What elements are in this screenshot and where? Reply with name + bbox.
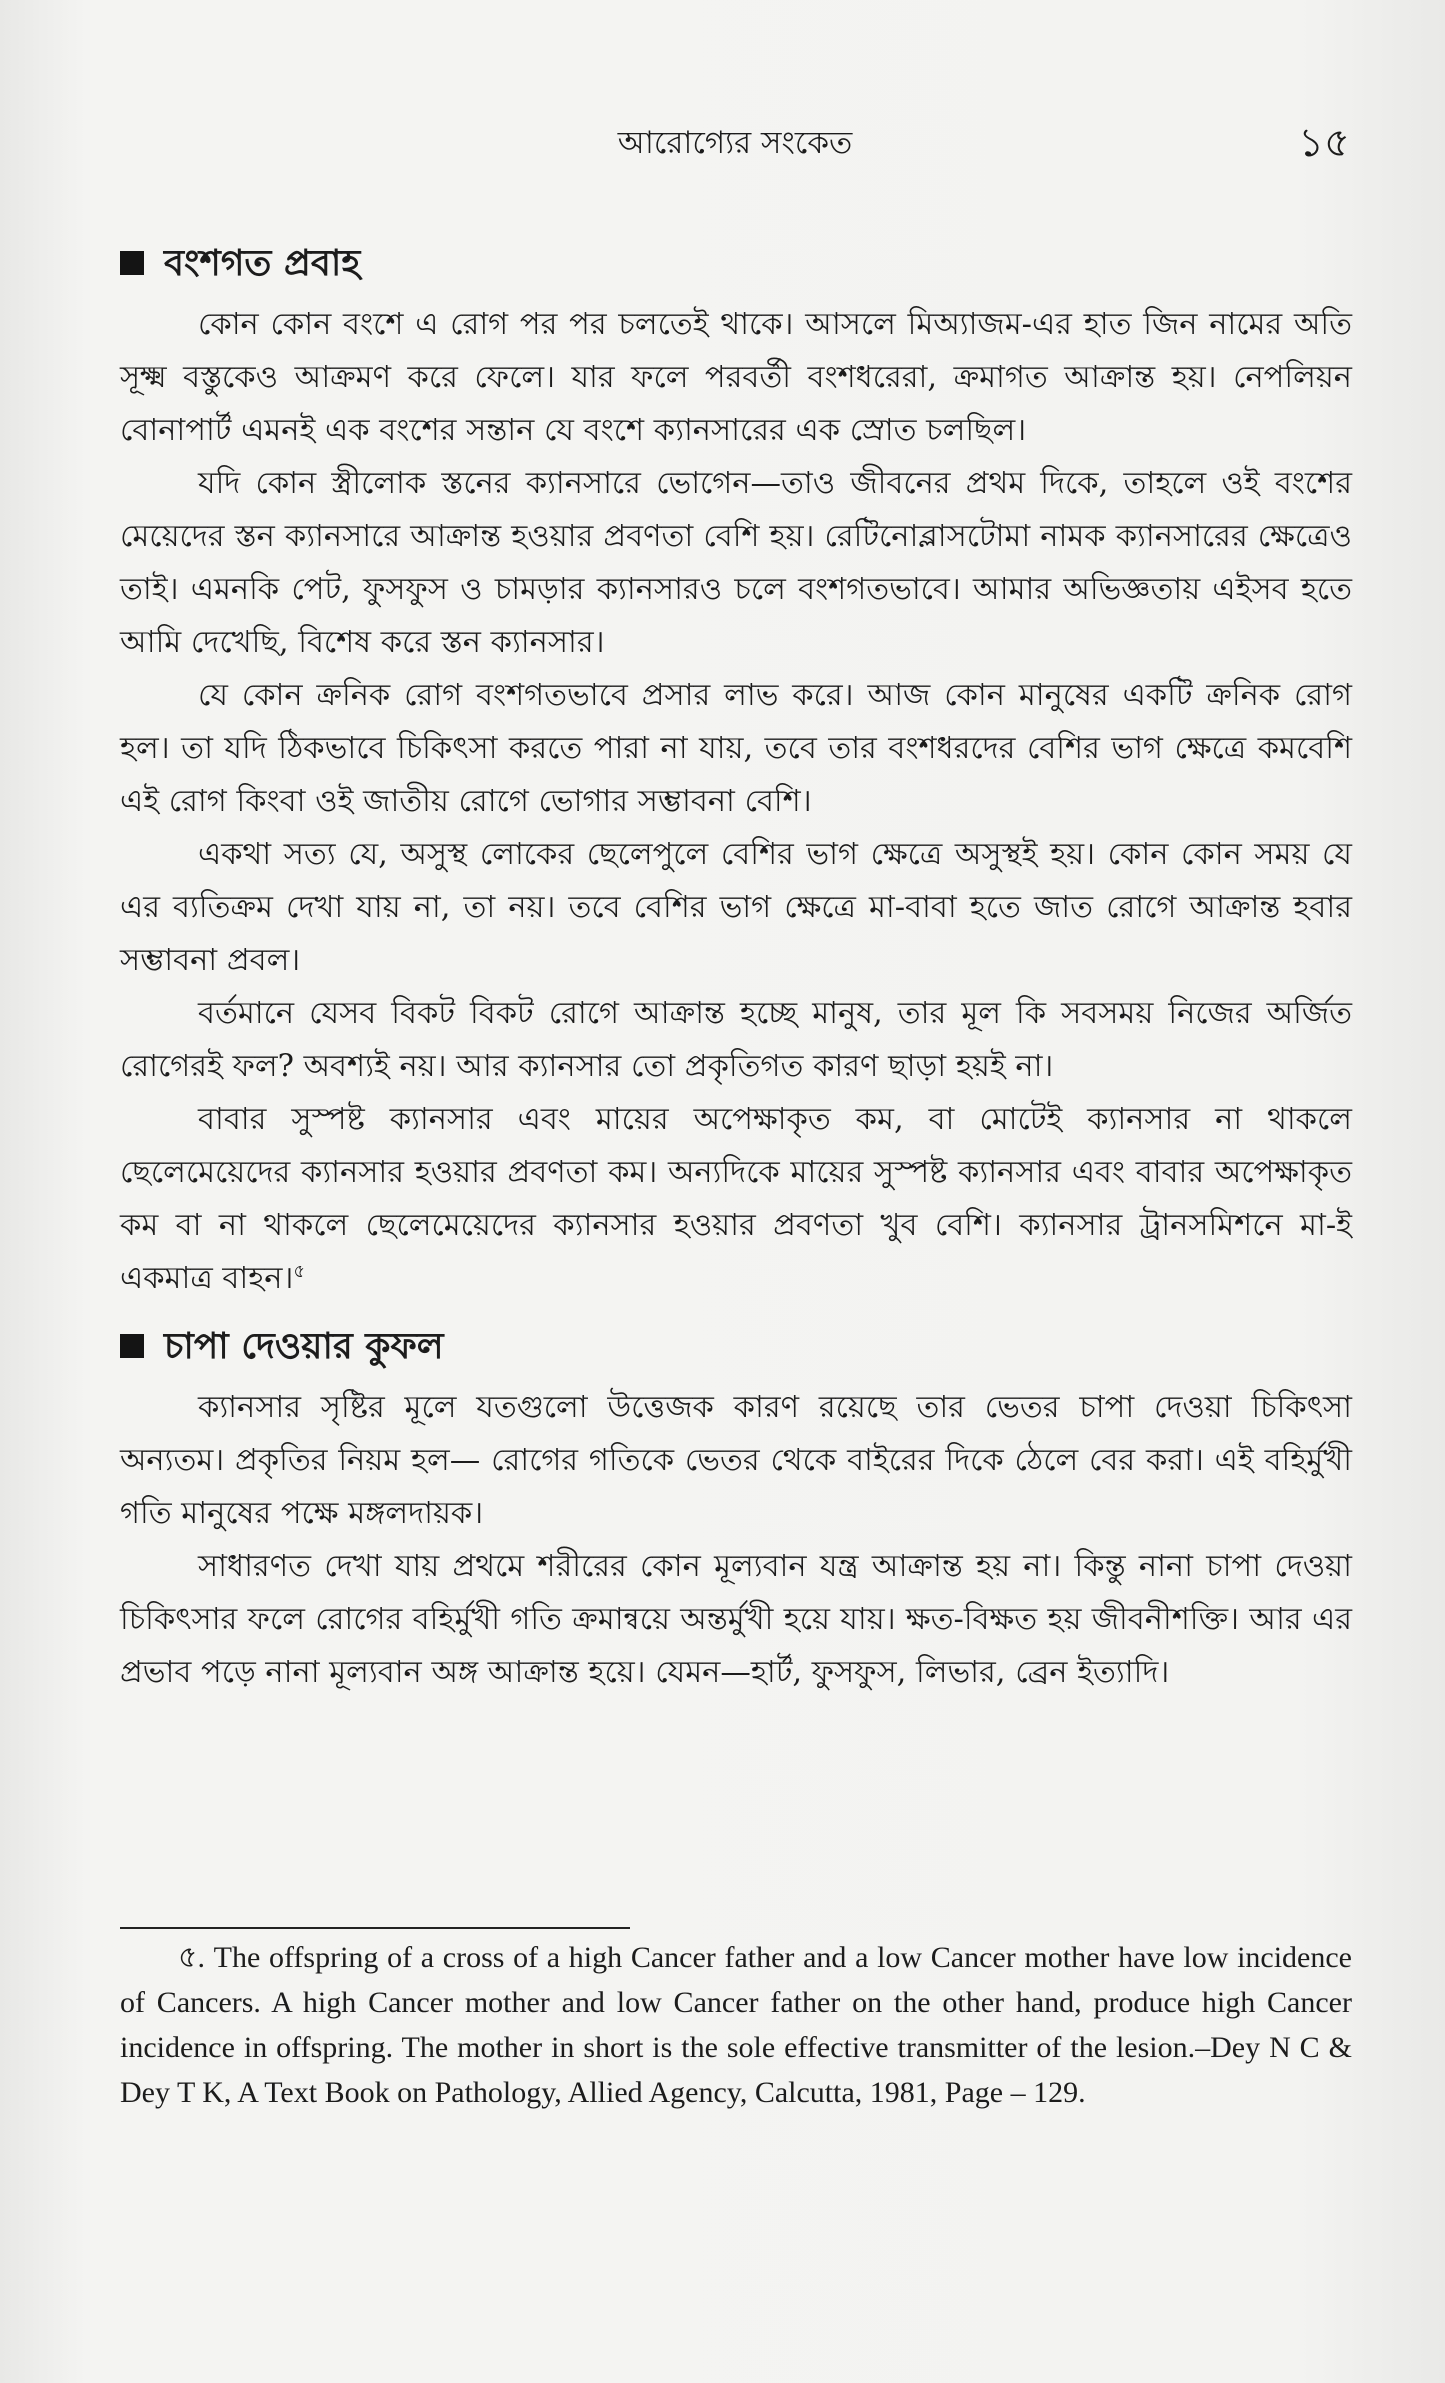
footnote-marker[interactable]: ৫ <box>293 1260 306 1282</box>
page-number: ১৫ <box>1298 120 1350 166</box>
paragraph: যে কোন ক্রনিক রোগ বংশগতভাবে প্রসার লাভ করে। আজ কোন মানুষের একটি ক্রনিক রোগ হল। তা যদি ঠিকভাবে চিকিৎসা করতে পারা না যায়, তবে তার বংশধরদের বেশির ভাগ ক্ষেত্রে কমবেশি এই রোগ কিংবা ওই জাতীয় রোগে ভোগার সম্ভাবনা বেশি। <box>120 678 1352 819</box>
section-heading <box>120 228 1352 298</box>
body-text <box>120 228 1352 1699</box>
square-bullet-icon <box>120 1334 144 1358</box>
footnote-divider <box>120 1927 630 1929</box>
paragraph: বর্তমানে যেসব বিকট বিকট রোগে আক্রান্ত হচ্ছে মানুষ, তার মূল কি সবসময় নিজের অর্জিত রোগেরই ফল? অবশ্যই নয়। আর ক্যানসার তো প্রকৃতিগত কারণ ছাড়া হয়ই না। <box>120 996 1352 1084</box>
paragraph: একথা সত্য যে, অসুস্থ লোকের ছেলেপুলে বেশির ভাগ ক্ষেত্রে অসুস্থই হয়। কোন কোন সময় যে এর ব্যতিক্রম দেখা যায় না, তা নয়। তবে বেশির ভাগ ক্ষেত্রে মা-বাবা হতে জাত রোগে আক্রান্ত হবার সম্ভাবনা প্রবল। <box>120 837 1352 978</box>
running-title: আরোগ্যের সংকেত <box>617 125 853 161</box>
square-bullet-icon <box>120 251 144 275</box>
running-header <box>120 118 1350 168</box>
section-heading <box>120 1311 1352 1381</box>
paragraph: সাধারণত দেখা যায় প্রথমে শরীরের কোন মূল্যবান যন্ত্র আক্রান্ত হয় না। কিন্তু নানা চাপা দেওয়া চিকিৎসার ফলে রোগের বহির্মুখী গতি ক্রমান্বয়ে অন্তর্মুখী হয়ে যায়। ক্ষত-বিক্ষত হয় জীবনীশক্তি। আর এর প্রভাব পড়ে নানা মূল্যবান অঙ্গ আক্রান্ত হয়ে। যেমন—হার্ট, ফুসফুস, লিভার, ব্রেন ইত্যাদি। <box>120 1549 1352 1690</box>
section-title: চাপা দেওয়ার কুফল <box>164 1325 444 1367</box>
paragraph-text: বাবার সুস্পষ্ট ক্যানসার এবং মায়ের অপেক্ষাকৃত কম, বা মোটেই ক্যানসার না থাকলে ছেলেমেয়েদের ক্যানসার হওয়ার প্রবণতা কম। অন্যদিকে মায়ের সুস্পষ্ট ক্যানসার এবং বাবার অপেক্ষাকৃত কম বা না থাকলে ছেলেমেয়েদের ক্যানসার হওয়ার প্রবণতা খুব বেশি। ক্যানসার ট্রানসমিশনে মা-ই একমাত্র বাহন। <box>120 1102 1352 1296</box>
paragraph: যদি কোন স্ত্রীলোক স্তনের ক্যানসারে ভোগেন—তাও জীবনের প্রথম দিকে, তাহলে ওই বংশের মেয়েদের স্তন ক্যানসারে আক্রান্ত হওয়ার প্রবণতা বেশি হয়। রেটিনোব্লাসটোমা নামক ক্যানসারের ক্ষেত্রেও তাই। এমনকি পেট, ফুসফুস ও চামড়ার ক্যানসারও চলে বংশগতভাবে। আমার অভিজ্ঞতায় এইসব হতে আমি দেখেছি, বিশেষ করে স্তন ক্যানসার। <box>120 466 1352 660</box>
footnote-text: ৫. The offspring of a cross of a high Cancer father and a low Cancer mother have low incidence of Cancers. A high Cancer mother and low Cancer father on the other hand, produce high Cancer incidence in offspring. The mother in short is the sole effective transmitter of the lesion.–Dey N C & Dey T K, A Text Book on Pathology, Allied Agency, Calcutta, 1981, Page – 129. <box>120 1941 1352 2109</box>
paragraph-with-footnote <box>120 1093 1352 1305</box>
section-title: বংশগত প্রবাহ <box>164 242 361 284</box>
paragraph: কোন কোন বংশে এ রোগ পর পর চলতেই থাকে। আসলে মিঅ্যাজম-এর হাত জিন নামের অতি সূক্ষ্ম বস্তুকেও আক্রমণ করে ফেলে। যার ফলে পরবর্তী বংশধরেরা, ক্রমাগত আক্রান্ত হয়। নেপলিয়ন বোনাপার্ট এমনই এক বংশের সন্তান যে বংশে ক্যানসারের এক স্রোত চলছিল। <box>120 307 1352 448</box>
paragraph: ক্যানসার সৃষ্টির মূলে যতগুলো উত্তেজক কারণ রয়েছে তার ভেতর চাপা দেওয়া চিকিৎসা অন্যতম। প্রকৃতির নিয়ম হল— রোগের গতিকে ভেতর থেকে বাইরের দিকে ঠেলে বের করা। এই বহির্মুখী গতি মানুষের পক্ষে মঙ্গলদায়ক। <box>120 1390 1352 1531</box>
